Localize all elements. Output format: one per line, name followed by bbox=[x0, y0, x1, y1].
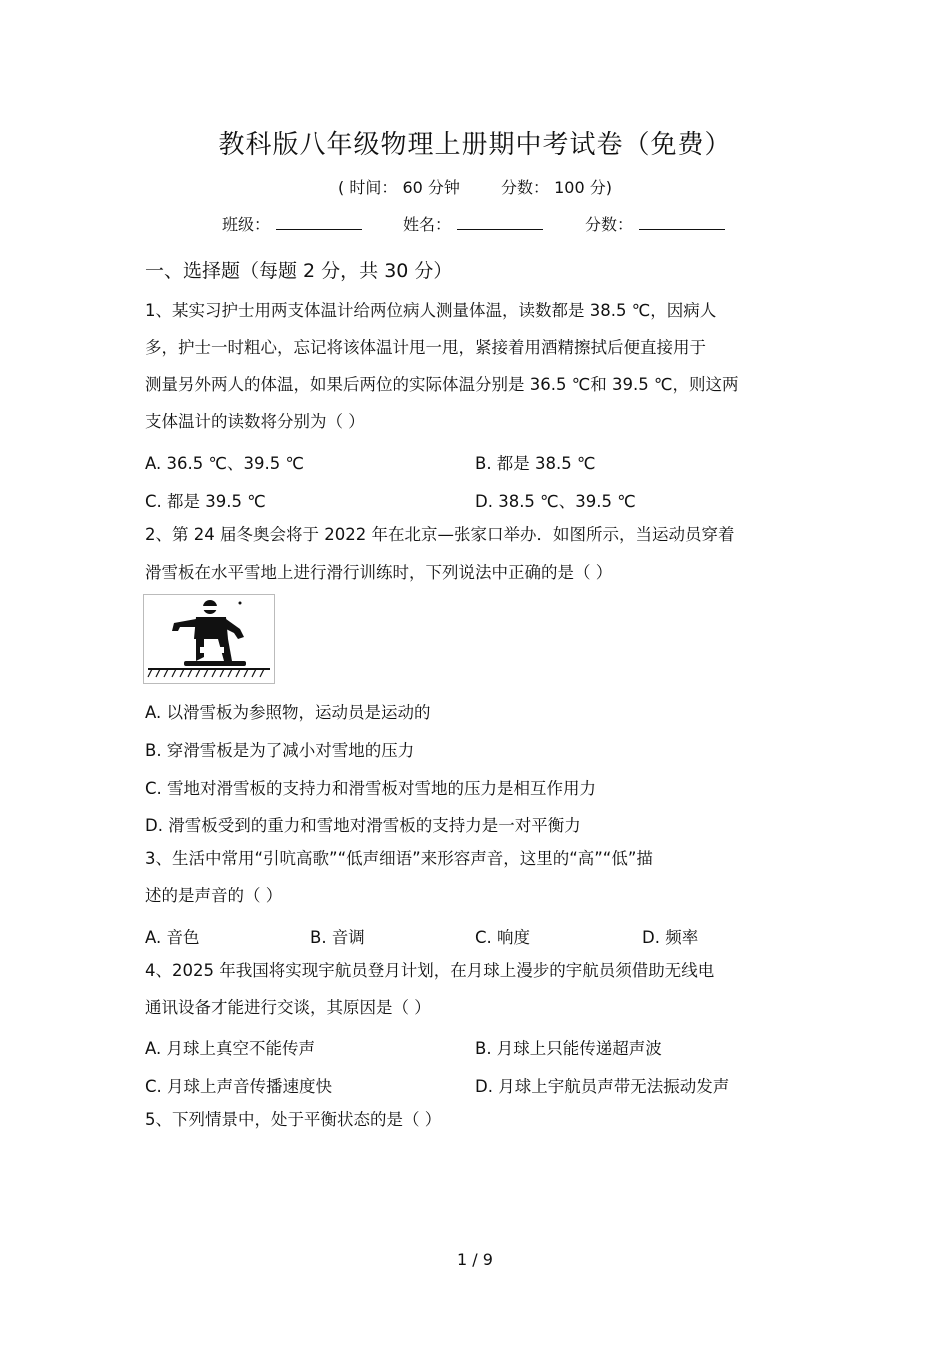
section-title: 一、选择题（每题 2 分，共 30 分） bbox=[145, 260, 453, 282]
q3-option-a: A. 音色 bbox=[145, 928, 200, 947]
score-label: 分数： bbox=[585, 215, 634, 234]
exam-meta bbox=[0, 175, 950, 198]
exam-total-score: 分数： 100 分) bbox=[501, 178, 612, 197]
q1-option-b: B. 都是 38.5 ℃ bbox=[475, 454, 596, 473]
page-number: 1 / 9 bbox=[457, 1250, 493, 1269]
q2-option-c: C. 雪地对滑雪板的支持力和滑雪板对雪地的压力是相互作用力 bbox=[145, 779, 597, 798]
name-field bbox=[403, 212, 543, 235]
score-blank[interactable] bbox=[639, 215, 725, 230]
q3-line-1: 3、生活中常用“引吭高歌”“低声细语”来形容声音，这里的“高”“低”描 bbox=[145, 849, 653, 868]
snowboarder-illustration bbox=[144, 595, 274, 683]
q3-option-c: C. 响度 bbox=[475, 928, 531, 947]
q5-line-1: 5、下列情景中，处于平衡状态的是（ ） bbox=[145, 1110, 442, 1129]
exam-time: ( 时间： 60 分钟 bbox=[338, 178, 460, 197]
q4-option-c: C. 月球上声音传播速度快 bbox=[145, 1077, 333, 1096]
q2-option-d: D. 滑雪板受到的重力和雪地对滑雪板的支持力是一对平衡力 bbox=[145, 816, 581, 835]
q3-line-2: 述的是声音的（ ） bbox=[145, 886, 283, 905]
q1-option-c: C. 都是 39.5 ℃ bbox=[145, 492, 266, 511]
q4-line-2: 通讯设备才能进行交谈，其原因是（ ） bbox=[145, 998, 431, 1017]
class-field bbox=[222, 212, 362, 235]
q4-option-d: D. 月球上宇航员声带无法振动发声 bbox=[475, 1077, 730, 1096]
q1-option-a: A. 36.5 ℃、39.5 ℃ bbox=[145, 454, 305, 473]
q2-option-b: B. 穿滑雪板是为了减小对雪地的压力 bbox=[145, 741, 415, 760]
class-blank[interactable] bbox=[276, 215, 362, 230]
q2-line-1: 2、第 24 届冬奥会将于 2022 年在北京—张家口举办．如图所示，当运动员穿着 bbox=[145, 525, 735, 544]
q1-line-2: 多，护士一时粗心，忘记将该体温计甩一甩，紧接着用酒精擦拭后便直接用于 bbox=[145, 338, 706, 357]
q3-option-b: B. 音调 bbox=[310, 928, 365, 947]
q1-line-3: 测量另外两人的体温，如果后两位的实际体温分别是 36.5 ℃和 39.5 ℃，则这两 bbox=[145, 375, 739, 394]
q3-option-d: D. 频率 bbox=[642, 928, 699, 947]
q4-option-a: A. 月球上真空不能传声 bbox=[145, 1039, 315, 1058]
page-title: 教科版八年级物理上册期中考试卷（免费） bbox=[218, 130, 732, 160]
q1-line-1: 1、某实习护士用两支体温计给两位病人测量体温，读数都是 38.5 ℃，因病人 bbox=[145, 301, 717, 320]
q1-line-4: 支体温计的读数将分别为（ ） bbox=[145, 412, 365, 431]
class-label: 班级： bbox=[222, 215, 271, 234]
q4-line-1: 4、2025 年我国将实现宇航员登月计划，在月球上漫步的宇航员须借助无线电 bbox=[145, 961, 715, 980]
q2-option-a: A. 以滑雪板为参照物，运动员是运动的 bbox=[145, 703, 431, 722]
snowboarder-figure bbox=[143, 594, 275, 684]
q4-option-b: B. 月球上只能传递超声波 bbox=[475, 1039, 662, 1058]
name-label: 姓名： bbox=[403, 215, 452, 234]
name-blank[interactable] bbox=[457, 215, 543, 230]
q2-line-2: 滑雪板在水平雪地上进行滑行训练时，下列说法中正确的是（ ） bbox=[145, 563, 613, 582]
q1-option-d: D. 38.5 ℃、39.5 ℃ bbox=[475, 492, 636, 511]
score-field bbox=[585, 212, 725, 235]
